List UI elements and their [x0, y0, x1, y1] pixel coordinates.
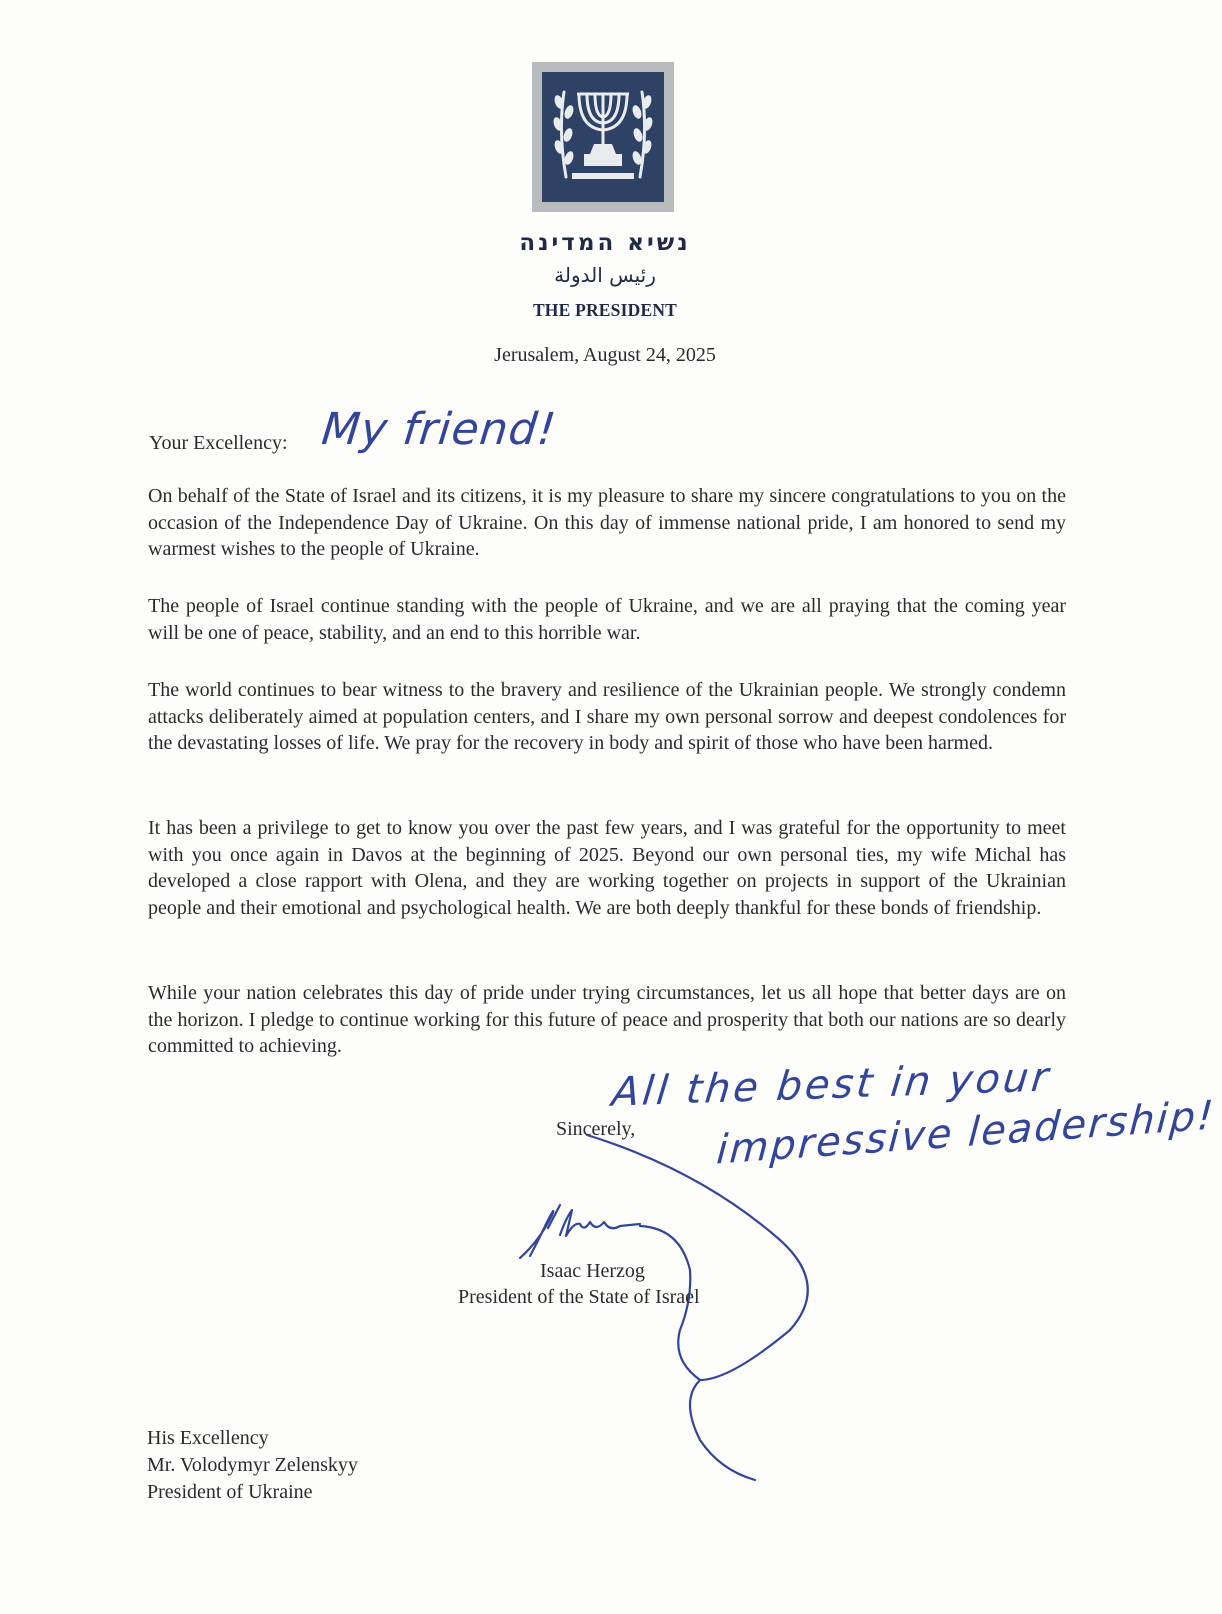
body-paragraph-3: The world continues to bear witness to the bravery and resilience of the Ukrainian people. We strongly condemn attacks deliberately aimed at population centers, and I share my own personal sorrow and deepest condolences for the devastating losses of life. We pray for the recovery in body and spirit of those who have been harmed. [148, 679, 1066, 754]
date-line: Jerusalem, August 24, 2025 [494, 344, 716, 366]
handwritten-greeting: My friend! [319, 404, 560, 455]
signer-name: Isaac Herzog [540, 1260, 645, 1282]
body-paragraph-1: On behalf of the State of Israel and its citizens, it is my pleasure to share my sincere congratulations to you on the occasion of the Independence Day of Ukraine. On this day of immense national pride, I am honored to send my warmest wishes to the people of Ukraine. [148, 485, 1066, 560]
handwritten-closing-line-2: impressive leadership! [714, 1092, 1217, 1174]
recipient-name: Mr. Volodymyr Zelenskyy [147, 1454, 358, 1476]
body-paragraph-2: The people of Israel continue standing with the people of Ukraine, and we are all praying that the coming year will be one of peace, stability, and an end to this horrible war. [148, 595, 1066, 644]
body-paragraph-5: While your nation celebrates this day of pride under trying circumstances, let us all hope that better days are on the horizon. I pledge to continue working for this future of peace and prosperity that both our nations are so dearly committed to achieving. [148, 982, 1066, 1057]
signature-stroke [520, 1211, 553, 1258]
hebrew-title: נשיא המדינה [519, 230, 691, 256]
body-paragraph-4: It has been a privilege to get to know you over the past few years, and I was grateful for the opportunity to meet with you once again in Davos at the beginning of 2025. Beyond our own personal ties, my wife Michal has developed a close rapport with Olena, and they are working together on projects in support of the Ukrainian people and their emotional and psychological health. We are both deeply thankful for these bonds of friendship. [148, 817, 1066, 919]
closing: Sincerely, [556, 1118, 636, 1140]
recipient-title: President of Ukraine [147, 1481, 313, 1503]
signature-stroke [560, 1210, 640, 1236]
recipient-block [147, 1425, 358, 1506]
recipient-honorific: His Excellency [147, 1427, 269, 1449]
handwritten-closing-line-1: All the best in your [609, 1054, 1054, 1116]
arabic-title: رئيس الدولة [554, 263, 656, 287]
emblem-background [542, 72, 664, 202]
menorah-emblem-icon [542, 72, 664, 202]
salutation: Your Excellency: [149, 432, 288, 454]
signature-stroke [548, 1205, 560, 1228]
english-title: THE PRESIDENT [532, 300, 678, 320]
signer-title: President of the State of Israel [458, 1286, 700, 1308]
emblem-of-israel-logo [532, 62, 674, 212]
